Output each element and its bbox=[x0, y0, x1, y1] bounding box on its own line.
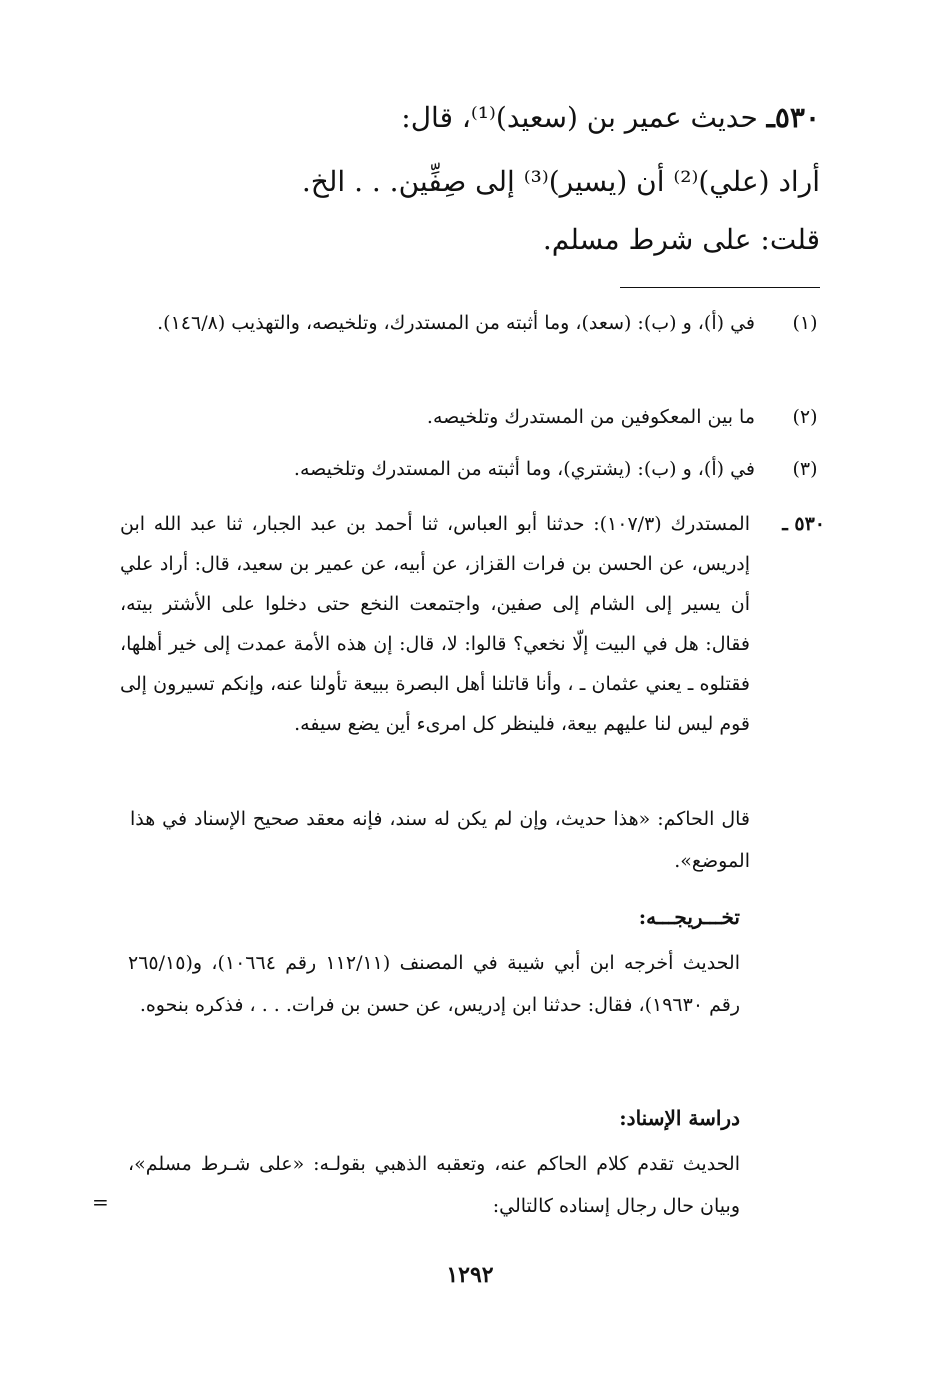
footnote-2 bbox=[120, 400, 825, 434]
hadith-number: ٥٣٠ـ bbox=[766, 101, 820, 134]
takhrij-title: تخـــريجـــه: bbox=[638, 905, 740, 929]
continuation-mark: = bbox=[92, 1190, 109, 1214]
hadith-heading bbox=[120, 98, 820, 138]
footnote-3 bbox=[120, 452, 825, 486]
footnote-1 bbox=[120, 306, 825, 340]
dirasa-text: الحديث تقدم كلام الحاكم عنه، وتعقبه الذهبي بقولـه: «على شـرط مسلم»، وبيان حال رجال إسناده كالتالي: bbox=[128, 1153, 740, 1217]
footnote-number: (١) bbox=[792, 312, 818, 334]
source-citation bbox=[120, 504, 825, 744]
footnote-number: (٢) bbox=[792, 406, 818, 428]
page-number: ١٢٩٢ bbox=[446, 1262, 494, 1288]
footnote-number: (٣) bbox=[792, 458, 818, 480]
footnote-divider bbox=[620, 287, 820, 288]
hadith-verdict: قلت: على شرط مسلم. bbox=[542, 223, 820, 256]
hadith-line-2: أراد (علي)⁽²⁾ أن (يسير)⁽³⁾ إلى صِفِّين. . . الخ. bbox=[301, 165, 820, 198]
dirasa-title: دراسة الإسناد: bbox=[619, 1106, 740, 1130]
takhrij-text: الحديث أخرجه ابن أبي شيبة في المصنف (١١٢/١١ رقم ١٠٦٦٤)، و(٢٦٥/١٥ رقم ١٩٦٣٠)، فقال: حدثنا ابن إدريس، عن حسن بن فرات. . . ، فذكره بنحوه. bbox=[128, 952, 740, 1016]
source-text: المستدرك (١٠٧/٣): حدثنا أبو العباس، ثنا أحمد بن عبد الجبار، ثنا عبد الله ابن إدريس، عن الحسن بن فرات القزاز، عن أبيه، عن عمير بن سعيد، قال: أراد علي أن يسير إلى الشام إلى صفين، واجتمعت النخع حتى دخلوا على الأشتر بيته، فقال: هل في البيت إلّا نخعي؟ قالوا: لا، قال: إن هذه الأمة عمدت إلى خير أهلها، فقتلوه ـ يعني عثمان ـ ، وأنا قاتلنا أهل البصرة ببيعة تأولنا عنه، وإنكم تسيرون إلى قوم ليس لنا عليهم بيعة، فلينظر كل امرىء أين يضع سيفه. bbox=[120, 513, 750, 735]
footnote-text: في (أ)، و (ب): (يشتري)، وما أثبته من المستدرك وتلخيصه. bbox=[293, 458, 755, 480]
footnote-text: ما بين المعكوفين من المستدرك وتلخيصه. bbox=[426, 406, 755, 428]
hadith-line-1: حديث عمير بن (سعيد)⁽¹⁾، قال: bbox=[401, 101, 758, 134]
hakim-statement: قال الحاكم: «هذا حديث، وإن لم يكن له سند، فإنه معقد صحيح الإسناد في هذا الموضع». bbox=[130, 808, 750, 872]
source-number: ٥٣٠ ـ bbox=[782, 513, 825, 535]
footnote-text: في (أ)، و (ب): (سعد)، وما أثبته من المستدرك، وتلخيصه، والتهذيب (١٤٦/٨). bbox=[157, 312, 755, 334]
